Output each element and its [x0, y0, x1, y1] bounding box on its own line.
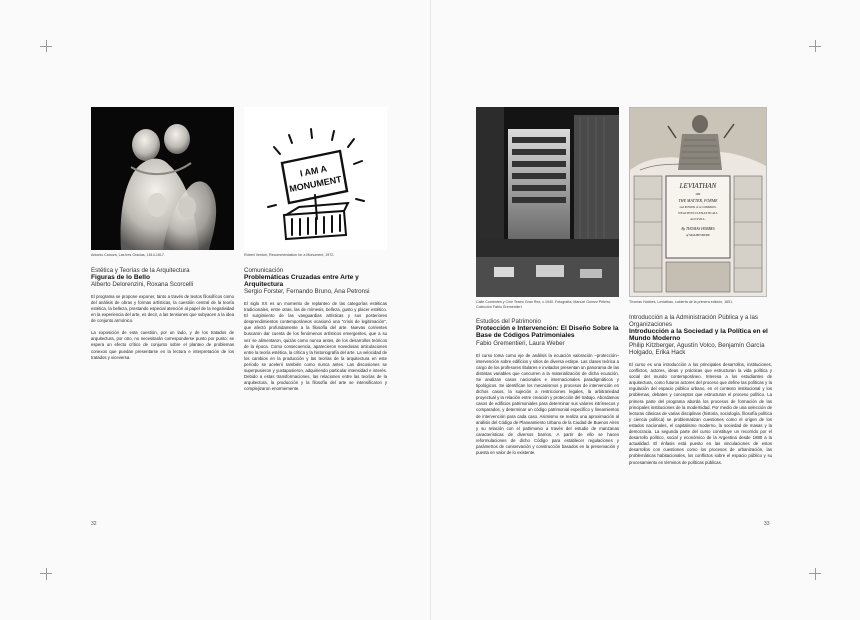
course-authors: Alberto Delorenzini, Roxana Scorcelli [91, 280, 194, 288]
page-number: 33 [764, 521, 770, 527]
course-authors: Sergio Forster, Fernando Bruno, Ana Petronsi [244, 288, 370, 295]
leviathan-cover [629, 107, 767, 297]
article-canova [91, 107, 234, 367]
course-category: Estudios del Patrimonio [476, 318, 542, 326]
course-title: Introducción a la Sociedad y la Política en el Mundo Moderno [629, 327, 768, 342]
article-sociedad [629, 107, 772, 472]
book-title-line: OR [695, 192, 701, 196]
body-paragraph: El curso es una introducción a los principales desarrollos, instituciones, conflictos, actores, ideas y prácticas que estructuran la vida política y social del mundo contemporáneo. Interesa a los estudiantes de arquitectura, como futuros actores del proceso que define las políticas y la regulación del espacio público urbano, en el contexto institucional y los problemas, debates y conceptos que estructuran el proceso político. La primera parte del programa aborda los procesos de formación de las principales instituciones de la modernidad. Por medio de una selección de lecturas clásicas de varias disciplinas (historia, sociología, filosofía política y ciencia política) se problematizan cuestiones como el origen de los estados nacionales, el capitalismo moderno, la sociedad de masas y la democracia. La segunda parte del curso constituye un recorrido por el desarrollo político, social y económico de la Argentina desde 1880 a la actualidad. El énfasis está puesto en las vinculaciones de estos desarrollos con cuestiones como los procesos de urbanización, las problemáticas habitacionales, los conflictos sobre el espacio público y su procesamiento en términos de políticas públicas. [629, 362, 772, 465]
course-title: Protección e Intervención: El Diseño Sobre la Base de Códigos Patrimoniales [476, 325, 619, 340]
book-title-line: WEALTH ECCLESIASTICALL [678, 211, 718, 215]
book-title-line: LEVIATHAN [679, 182, 717, 190]
book-title-line: and POWER of A COMMON- [679, 205, 717, 209]
sign-text-line-2: MONUMENT [288, 174, 343, 195]
figure-caption: Antonio Canova, Las tres Gracias, 1814-1817. [91, 253, 165, 257]
book-title-line: By THOMAS HOBBES [681, 227, 715, 231]
crop-mark [46, 40, 47, 52]
course-authors: Fabio Grementieri, Laura Weber [476, 339, 565, 347]
book-title-line: and CIVILL. [690, 217, 706, 221]
article-venturi [244, 107, 387, 398]
gran-rex-photo [476, 107, 619, 297]
figure-caption: Calle Corrientes y Cine Teatro Gran Rex, c.1940. Fotografía: Manuel Gómez Piñeiro. Colección Fabio Grementieri. [476, 300, 611, 309]
course-category: Introducción a la Administración Pública y a las Organizaciones [629, 313, 758, 328]
course-title: Figuras de lo Bello [91, 273, 150, 281]
course-title: Problemáticas Cruzadas entre Arte y Arquitectura [244, 273, 359, 288]
canova-photo [91, 107, 234, 250]
monument-sketch [244, 107, 387, 250]
book-title-line: THE MATTER, FORME [678, 198, 718, 203]
course-category: Comunicación [244, 266, 284, 274]
body-paragraph: El curso toma como eje de análisis la ecuación valoración –protección–intervención sobre edificios y sitios de diversa estirpe. Las clases teórica a cargo de los profesores titulares e invitados presentan un panorama de las distintas variables que concurren a la materialización de dicha ecuación. Se analizan casos nacionales e internacionales paradigmáticos y tipológicos. Se identifican los mecanismos y procesos de intervención en dichos casos, la sujeción a restricciones legales, la arbitrariedad proyectual y la relación entre creación y protección del trabajo. Abordamos casos de edificios patrimoniales para determinar sus valores intrínsecos y comparados, y determinar un código patrimonial específico y lineamientos de intervención para cada caso. Asimismo se realiza una aproximación al análisis del Código de Planeamiento Urbano de la Ciudad de Buenos Aires y su relación con el patrimonio a través del estudio de manzanas características de diversos barrios. A partir de ello se hacen reformulaciones de dicho Código para establecer regulaciones y parámetros de conservación y construcción basados en la preservación y puesta en valor de lo existente. [476, 352, 619, 456]
figure-caption: Robert Venturi, Recommendation for a Monument, 1972. [244, 253, 335, 257]
body-paragraph: El siglo XX es un momento de replanteo de las categorías estéticas tradicionales, entre otras, las de mímesis, belleza, gusto y placer estético. El surgimiento de las vanguardias artísticas y sus posteriores desprendimientos contemporáneos ocasionó una "crisis de legitimación", que afectó profundamente a la filosofía del arte. Nuevas corrientes buscaron dar cuenta de los fenómenos artísticos emergentes, que a su vez se alimentaron, quizás como nunca antes, de los desarrollos teóricos de la época. Como consecuencia, aparecieron novedosas articulaciones entre la teoría estética, la crítica y la historiografía del arte. La velocidad de los cambios en la producción y las teorías de la arquitectura en este período se aceleró también como nunca antes. Las discusiones se superpusieron y yuxtapusieron, adquiriendo particular intensidad e interés. Debido a estas transformaciones, las relaciones entre las teorías de la arquitectura, la producción y la filosofía del arte se intensificaron y complejizaron enormemente. [244, 301, 387, 392]
crop-mark [815, 568, 816, 580]
body-paragraph: La exposición de esta cuestión, por un lado, y de los tratados de arquitectura, por otro, no necesitarán corresponderse punto por punto: se espera un efecto crítico de conjunto sobre el planteo de problemas conexos que puedan presentarse en la lectura e interpretación de los tratados y viceversa. [91, 330, 234, 360]
crop-mark [815, 40, 816, 52]
right-page [430, 0, 860, 620]
sign-text-line-1: I AM A [299, 163, 328, 179]
figure-caption: Thomas Hobbes, Leviathan, cubierta de la primera edición, 1651. [629, 300, 734, 304]
course-category: Estética y Teorías de la Arquitectura [91, 266, 190, 274]
crop-mark [46, 568, 47, 580]
body-paragraph: El programa se propone exponer, tanto a través de textos filosóficos como del análisis de obras y formas artísticas, la cuestión central de la teoría estética, la belleza, prestando especial atención al papel de la negatividad en la experiencia del arte, es decir, a las tensiones que subyacen a la idea de conjunto armónico. [91, 293, 234, 324]
page-number: 32 [91, 521, 97, 527]
course-authors: Philip Kitzberger, Agustín Volco, Benjamín García Holgado, Erika Hack [629, 342, 765, 356]
book-title-line: of MALMESBURY. [685, 233, 711, 237]
article-patrimonio [476, 107, 619, 462]
